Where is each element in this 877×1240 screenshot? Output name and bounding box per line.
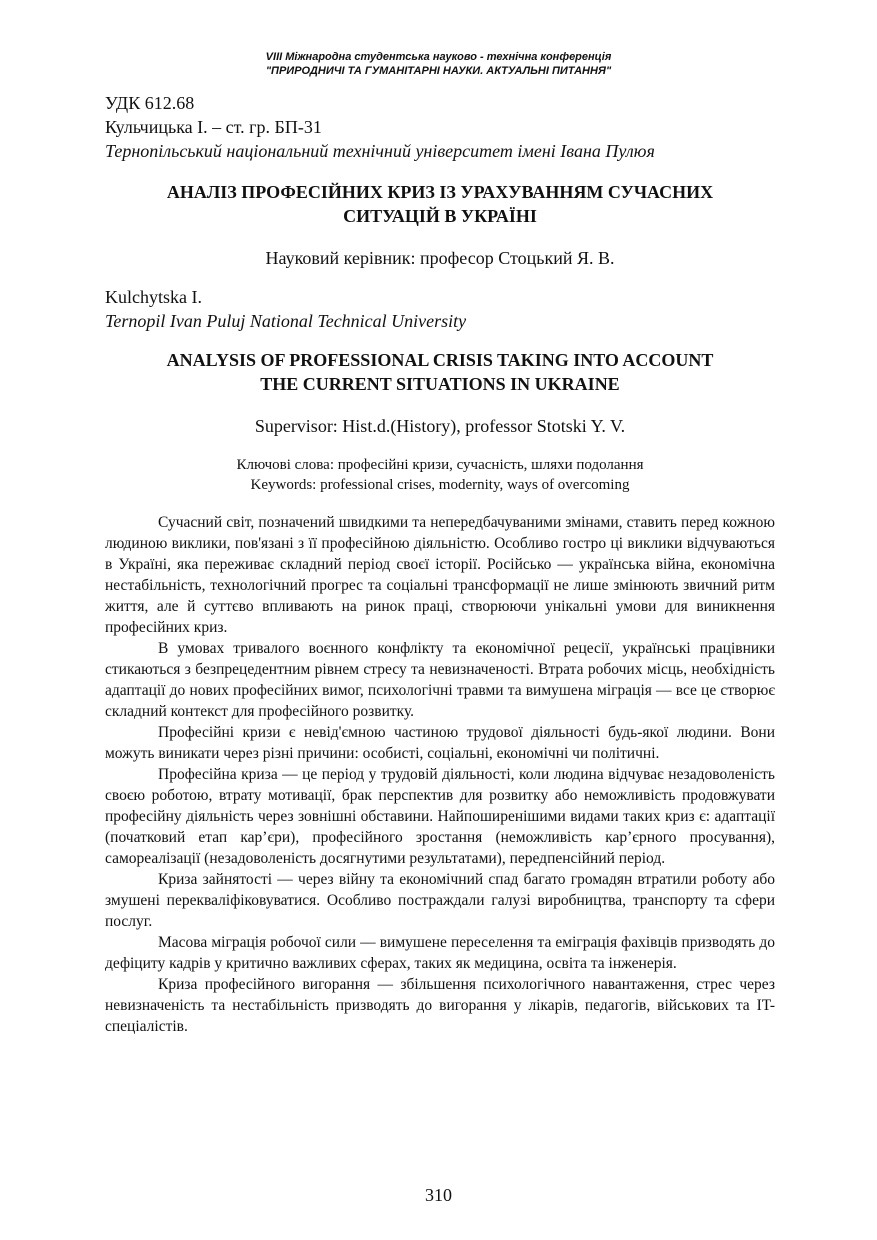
- ua-author: Кульчицька І. – ст. гр. БП-31: [105, 117, 322, 137]
- en-author-block: [105, 285, 775, 333]
- article-body: [105, 512, 775, 1037]
- conference-header-line2: "ПРИРОДНИЧІ ТА ГУМАНІТАРНІ НАУКИ. АКТУАЛЬНІ ПИТАННЯ": [265, 65, 612, 77]
- en-title-line2: THE CURRENT SITUATIONS IN UKRAINE: [260, 374, 620, 394]
- keywords-ua: Ключові слова: професійні кризи, сучасність, шляхи подолання: [236, 457, 644, 473]
- body-paragraph: Масова міграція робочої сили — вимушене переселення та еміграція фахівців призводять до дефіциту кадрів у критично важливих сферах, таких як медицина, освіта та інженерія.: [105, 934, 775, 972]
- page-number: 310: [425, 1185, 452, 1205]
- udk-code: УДК 612.68: [105, 93, 195, 113]
- en-title: [105, 348, 775, 396]
- ua-affiliation: Тернопільський національний технічний університет імені Івана Пулюя: [105, 141, 655, 161]
- body-paragraph: Професійні кризи є невід'ємною частиною трудової діяльності будь-якої людини. Вони можуть виникати через різні причини: особисті, соціальні, економічні чи політичні.: [105, 724, 775, 762]
- ua-title-line2: СИТУАЦІЙ В УКРАЇНІ: [343, 206, 537, 226]
- en-author: Kulchytska I.: [105, 287, 202, 307]
- ua-supervisor: Науковий керівник: професор Стоцький Я. В.: [265, 248, 615, 268]
- conference-header-line1: VIII Міжнародна студентська науково - технічна конференція: [265, 51, 612, 63]
- en-title-line1: ANALYSIS OF PROFESSIONAL CRISIS TAKING INTO ACCOUNT: [166, 350, 714, 370]
- body-paragraph: Криза професійного вигорання — збільшення психологічного навантаження, стрес через невизначеність та нестабільність призводять до вигорання у лікарів, педагогів, військових та IT-спеціалістів.: [105, 976, 775, 1035]
- en-affiliation: Ternopil Ivan Puluj National Technical University: [105, 311, 467, 331]
- body-paragraph: Сучасний світ, позначений швидкими та непередбачуваними змінами, ставить перед кожною людиною виклики, пов'язані з її професійною діяльністю. Особливо гостро ці виклики відчуваються в Україні, яка переживає складний період своєї історії. Російсько — українська війна, економічна нестабільність, технологічний прогрес та соціальні трансформації не лише змінюють звичний ритм життя, але й суттєво впливають на ринок праці, створюючи унікальні умови для виникнення професійних криз.: [105, 514, 775, 636]
- keywords-block: [105, 455, 775, 495]
- ua-author-block: [105, 91, 775, 163]
- body-paragraph: В умовах тривалого воєнного конфлікту та економічної рецесії, українські працівники стикаються з безпрецедентним рівнем стресу та невизначеності. Втрата робочих місць, необхідність адаптації до нових професійних вимог, психологічні травми та вимушена міграція — все це створює складний контекст для професійного розвитку.: [105, 640, 775, 720]
- keywords-en: Keywords: professional crises, modernity, ways of overcoming: [250, 477, 630, 493]
- ua-title: [105, 180, 775, 228]
- body-paragraph: Професійна криза — це період у трудовій діяльності, коли людина відчуває незадоволеність своєю роботою, втрату мотивації, брак перспектив для розвитку або неможливість продовжувати професійну діяльність через зовнішні обставини. Найпоширенішими видами таких криз є: адаптації (початковий етап кар’єри), професійного зростання (неможливість кар’єрного просування), самореалізації (незадоволеність досягнутими результатами), передпенсійний період.: [105, 766, 775, 867]
- body-paragraph: Криза зайнятості — через війну та економічний спад багато громадян втратили роботу або змушені перекваліфіковуватися. Особливо постраждали галузі виробництва, транспорту та сфери послуг.: [105, 871, 775, 930]
- conference-header: [0, 50, 877, 78]
- ua-title-line1: АНАЛІЗ ПРОФЕСІЙНИХ КРИЗ ІЗ УРАХУВАННЯМ СУЧАСНИХ: [166, 182, 714, 202]
- en-supervisor: Supervisor: Hist.d.(History), professor Stotski Y. V.: [254, 416, 626, 436]
